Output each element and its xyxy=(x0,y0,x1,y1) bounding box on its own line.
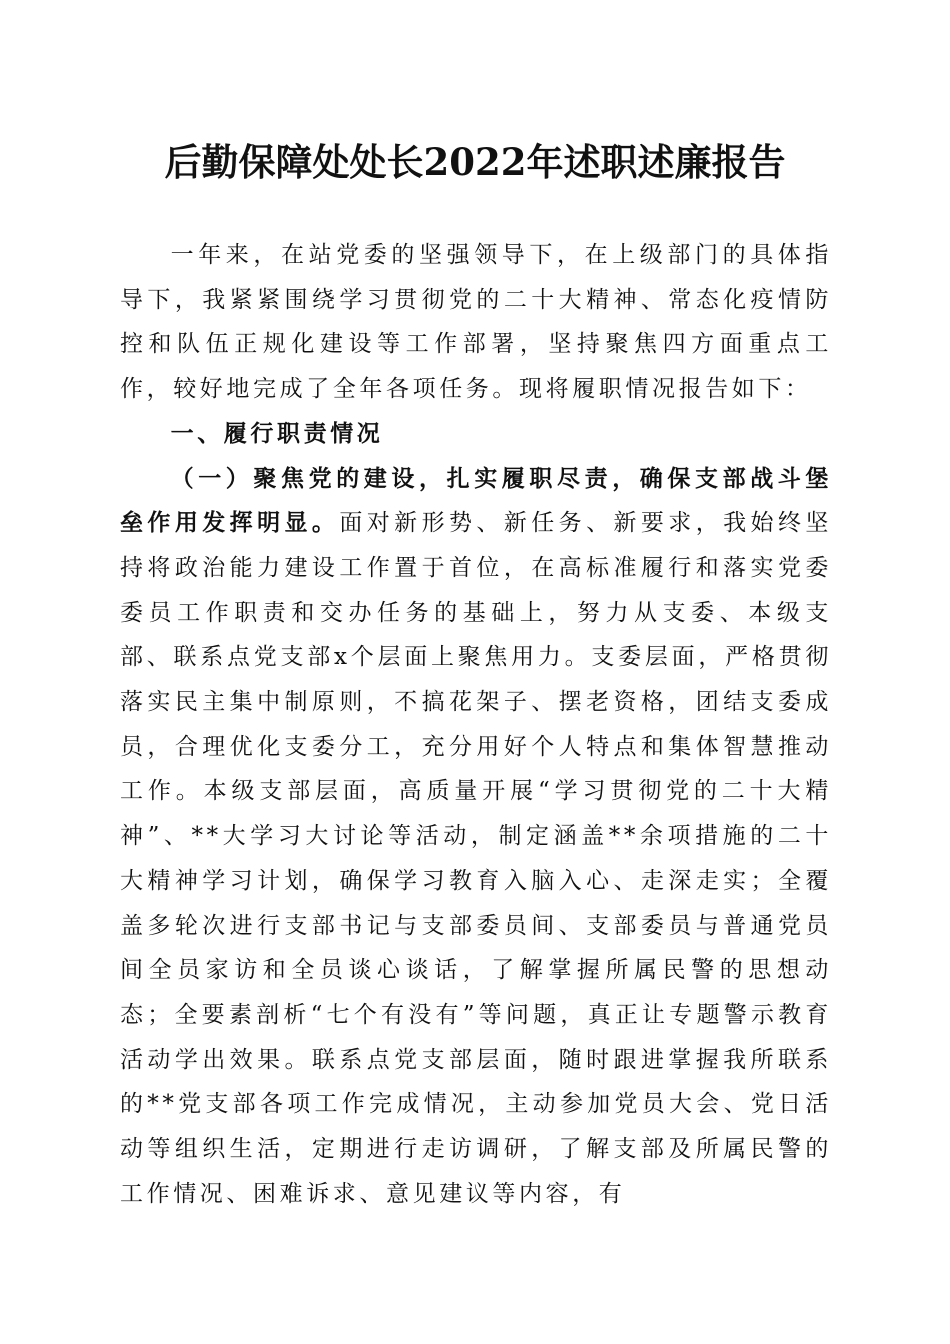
document-body xyxy=(120,233,832,1216)
subsection-lead: （一）聚焦党的建设，扎实履职尽责，确保支部战斗堡垒作用发挥明显。 xyxy=(120,464,832,537)
subsection-body: 面对新形势、新任务、新要求，我始终坚持将政治能力建设工作置于首位，在高标准履行和落实党委委员工作职责和交办任务的基础上，努力从支委、本级支部、联系点党支部x个层面上聚焦用力。支委层面，严格贯彻落实民主集中制原则，不搞花架子、摆老资格，团结支委成员，合理优化支委分工，充分用好个人特点和集体智慧推动工作。本级支部层面，高质量开展“学习贯彻党的二十大精神”、**大学习大讨论等活动，制定涵盖**余项措施的二十大精神学习计划，确保学习教育入脑入心、走深走实；全覆盖多轮次进行支部书记与支部委员间、支部委员与普通党员间全员家访和全员谈心谈话，了解掌握所属民警的思想动态；全要素剖析“七个有没有”等问题，真正让专题警示教育活动学出效果。联系点党支部层面，随时跟进掌握我所联系的**党支部各项工作完成情况，主动参加党员大会、党日活动等组织生活，定期进行走访调研，了解支部及所属民警的工作情况、困难诉求、意见建议等内容，有 xyxy=(120,510,832,1207)
section-heading: 一、履行职责情况 xyxy=(170,420,384,447)
document-title: 后勤保障处处长2022年述职述廉报告 xyxy=(164,140,786,184)
intro-paragraph: 一年来，在站党委的坚强领导下，在上级部门的具体指导下，我紧紧围绕学习贯彻党的二十大精神、常态化疫情防控和队伍正规化建设等工作部署，坚持聚焦四方面重点工作，较好地完成了全年各项任务。现将履职情况报告如下： xyxy=(120,242,832,403)
subsection-paragraph xyxy=(120,457,832,1217)
